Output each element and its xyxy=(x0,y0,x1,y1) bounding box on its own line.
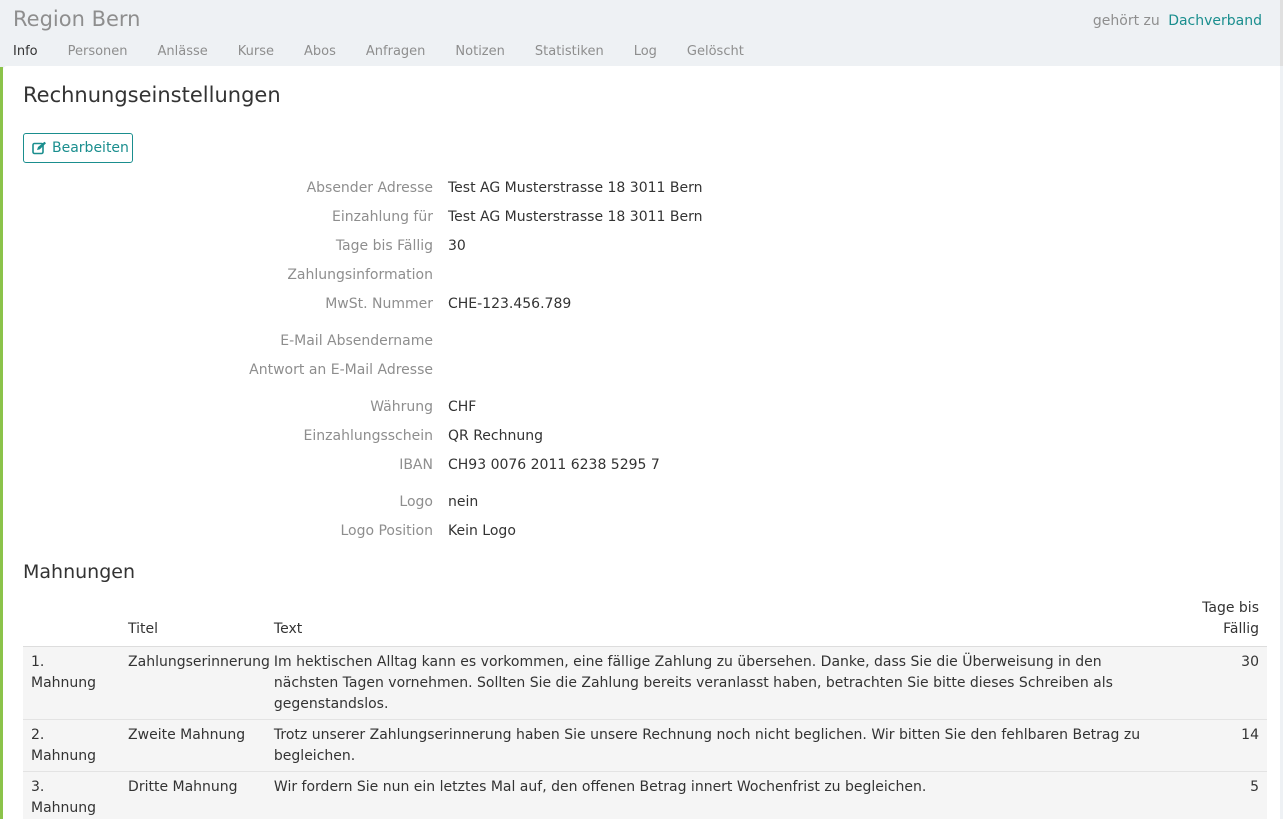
field-row xyxy=(3,238,1003,258)
field-label: Tage bis Fällig xyxy=(335,238,433,254)
field-row xyxy=(3,494,1003,514)
reminder-days: 5 xyxy=(1157,772,1267,819)
field-row xyxy=(3,180,1003,200)
field-row xyxy=(3,209,1003,229)
field-row xyxy=(3,333,1003,353)
reminder-title: Zweite Mahnung xyxy=(126,720,272,772)
tab-anfragen[interactable]: Anfragen xyxy=(365,44,426,59)
tab-statistiken[interactable]: Statistiken xyxy=(534,44,604,59)
parent-group-link[interactable]: Dachverband xyxy=(1168,13,1262,29)
field-row xyxy=(3,399,1003,419)
reminders-table xyxy=(23,594,1267,819)
field-row xyxy=(3,523,1003,543)
field-value: Test AG Musterstrasse 18 3011 Bern xyxy=(448,180,703,196)
tab-geloescht[interactable]: Gelöscht xyxy=(686,44,744,59)
column-header-days: Tage bis Fällig xyxy=(1157,594,1267,647)
edit-button-label: Bearbeiten xyxy=(52,140,129,156)
main-content xyxy=(3,66,1280,819)
field-row xyxy=(3,296,1003,316)
reminder-index: 2. Mahnung xyxy=(23,720,126,772)
tab-abos[interactable]: Abos xyxy=(304,44,336,59)
table-row xyxy=(23,720,1267,772)
field-value: 30 xyxy=(448,238,466,254)
column-header-index xyxy=(23,594,126,647)
reminders-title: Mahnungen xyxy=(23,561,135,583)
field-label: Antwort an E-Mail Adresse xyxy=(249,362,433,378)
reminder-days: 14 xyxy=(1157,720,1267,772)
tab-personen[interactable]: Personen xyxy=(67,44,128,59)
reminder-text: Im hektischen Alltag kann es vorkommen, eine fällige Zahlung zu übersehen. Danke, dass Sie die Überweisung in den nächsten Tagen vornehmen. Sollten Sie die Zahlung bereits veranlasst haben, betrachten Sie bitte dieses Schreiben als gegenstandslos. xyxy=(272,647,1157,720)
field-label: Einzahlung für xyxy=(332,209,433,225)
field-value: nein xyxy=(448,494,479,510)
field-value: QR Rechnung xyxy=(448,428,543,444)
table-row xyxy=(23,647,1267,720)
field-value: Kein Logo xyxy=(448,523,516,539)
field-value: CHF xyxy=(448,399,477,415)
invoice-settings-title: Rechnungseinstellungen xyxy=(23,83,281,107)
field-row xyxy=(3,267,1003,287)
reminder-title: Zahlungserinnerung xyxy=(126,647,272,720)
page-header xyxy=(0,0,1283,67)
field-value: CH93 0076 2011 6238 5295 7 xyxy=(448,457,660,473)
tab-anlaesse[interactable]: Anlässe xyxy=(157,44,208,59)
reminder-index: 1. Mahnung xyxy=(23,647,126,720)
field-label: Logo xyxy=(399,494,433,510)
field-row xyxy=(3,362,1003,382)
field-row xyxy=(3,428,1003,448)
page-title: Region Bern xyxy=(13,7,141,31)
field-label: Einzahlungsschein xyxy=(303,428,433,444)
reminder-title: Dritte Mahnung xyxy=(126,772,272,819)
table-header-row xyxy=(23,594,1267,647)
reminder-text: Wir fordern Sie nun ein letztes Mal auf, den offenen Betrag innert Wochenfrist zu begleichen. xyxy=(272,772,1157,819)
tab-notizen[interactable]: Notizen xyxy=(455,44,505,59)
field-label: MwSt. Nummer xyxy=(325,296,433,312)
field-value: CHE-123.456.789 xyxy=(448,296,572,312)
tab-log[interactable]: Log xyxy=(633,44,657,59)
tab-bar xyxy=(13,44,774,59)
tab-info[interactable]: Info xyxy=(13,44,38,59)
column-header-text: Text xyxy=(272,594,1157,647)
edit-button[interactable] xyxy=(23,133,133,163)
field-label: IBAN xyxy=(399,457,433,473)
column-header-title: Titel xyxy=(126,594,272,647)
belongs-to-label: gehört zu xyxy=(1092,13,1160,29)
reminder-days: 30 xyxy=(1157,647,1267,720)
tab-kurse[interactable]: Kurse xyxy=(237,44,275,59)
field-value: Test AG Musterstrasse 18 3011 Bern xyxy=(448,209,703,225)
field-label: Absender Adresse xyxy=(306,180,433,196)
edit-icon xyxy=(32,141,47,155)
field-label: Zahlungsinformation xyxy=(287,267,433,283)
field-label: E-Mail Absendername xyxy=(280,333,433,349)
field-label: Währung xyxy=(370,399,433,415)
parent-group xyxy=(1093,13,1262,29)
field-label: Logo Position xyxy=(340,523,433,539)
field-row xyxy=(3,457,1003,477)
table-row xyxy=(23,772,1267,819)
reminder-index: 3. Mahnung xyxy=(23,772,126,819)
reminder-text: Trotz unserer Zahlungserinnerung haben Sie unsere Rechnung noch nicht beglichen. Wir bitten Sie den fehlbaren Betrag zu begleichen. xyxy=(272,720,1157,772)
